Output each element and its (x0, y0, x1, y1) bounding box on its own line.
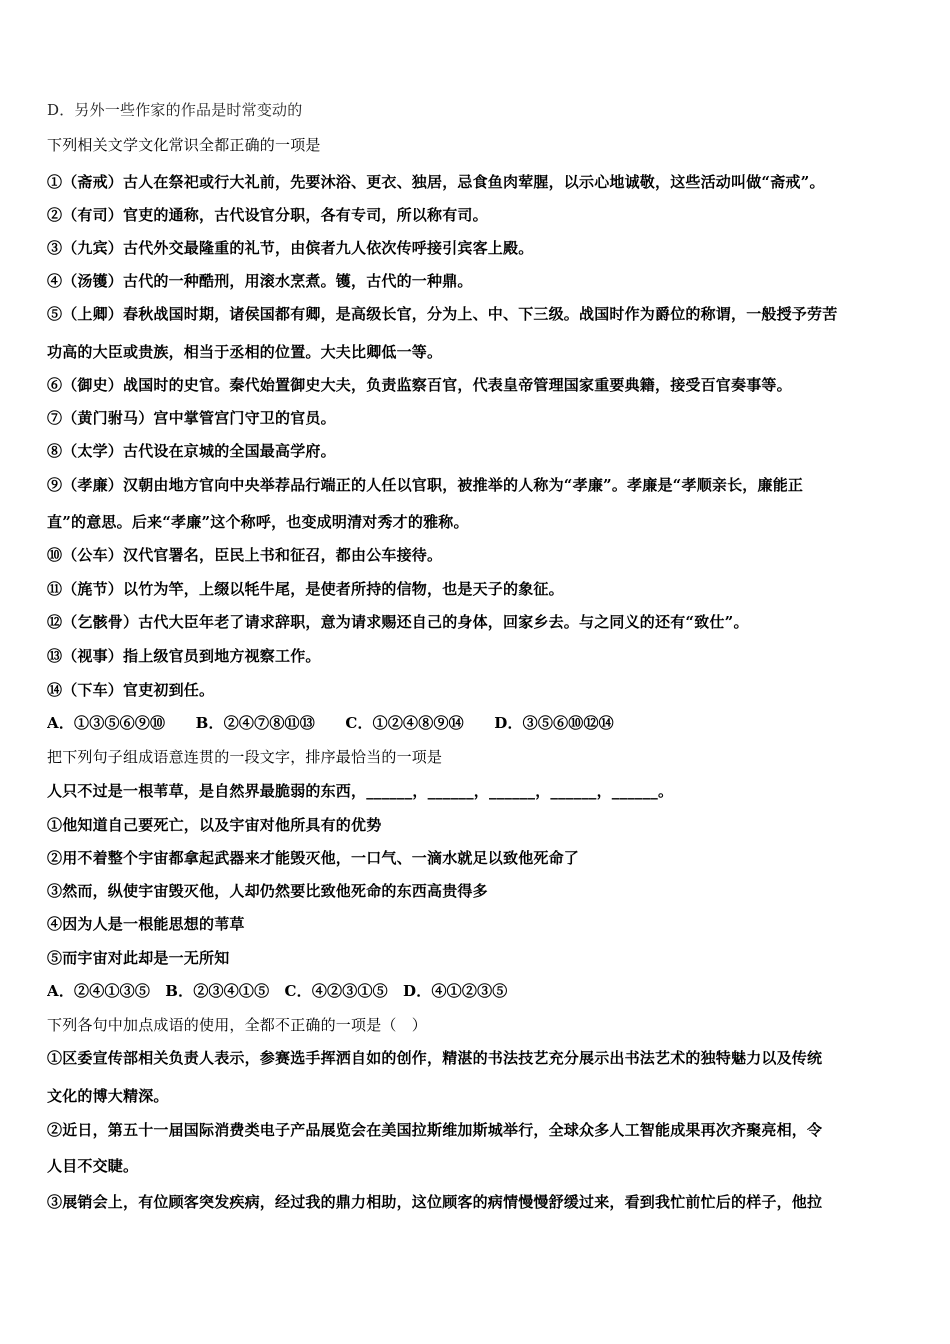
item-gongche: ⑩（公车）汉代官署名，臣民上书和征召，都由公车接待。 (47, 546, 443, 564)
item-yousi: ②（有司）官吏的通称，古代设官分职，各有专司，所以称有司。 (47, 206, 488, 224)
item-xiaolian: ⑨（孝廉）汉朝由地方官向中央举荐品行端正的人任以官职，被推举的人称为“孝廉”。孝廉是“孝顺亲长，廉能正 (47, 476, 804, 494)
item-tanghuo: ④（汤镬）古代的一种酷刑，用滚水烹煮。镬，古代的一种鼎。 (47, 272, 473, 290)
item-shangqing-cont: 功高的大臣或贵族，相当于丞相的位置。大夫比卿低一等。 (47, 343, 443, 361)
question-prompt-literature: 下列相关文学文化常识全都正确的一项是 (47, 136, 321, 154)
item-maojie: ⑪（旄节）以竹为竿，上缀以牦牛尾，是使者所持的信物，也是天子的象征。 (47, 580, 564, 598)
item-taixue: ⑧（太学）古代设在京城的全国最高学府。 (47, 442, 336, 460)
ordering-sentence-3: ③然而，纵使宇宙毁灭他，人却仍然要比致他死命的东西高贵得多 (47, 882, 488, 900)
item-xiaolian-cont: 直”的意思。后来“孝廉”这个称呼，也变成明清对秀才的雅称。 (47, 513, 469, 531)
option-d-line: D．另外一些作家的作品是时常变动的 (47, 101, 303, 119)
ordering-sentence-2: ②用不着整个宇宙都拿起武器来才能毁灭他，一口气、一滴水就足以致他死命了 (47, 849, 580, 867)
idiom-sentence-2-cont: 人目不交睫。 (47, 1157, 139, 1175)
ordering-stem: 人只不过是一根苇草，是自然界最脆弱的东西，______，______，______，______，______。 (47, 782, 674, 800)
question-prompt-ordering: 把下列句子组成语意连贯的一段文字，排序最恰当的一项是 (47, 748, 443, 766)
answer-options-1: A．①③⑤⑥⑨⑩ B．②④⑦⑧⑪⑬ C．①②④⑧⑨⑭ D．③⑤⑥⑩⑫⑭ (47, 714, 614, 732)
item-qihaigu: ⑫（乞骸骨）古代大臣年老了请求辞职，意为请求赐还自己的身体，回家乡去。与之同义的还有“致仕”。 (47, 613, 749, 631)
item-yushi: ⑥（御史）战国时的史官。秦代始置御史大夫，负责监察百官，代表皇帝管理国家重要典籍，接受百官奏事等。 (47, 376, 792, 394)
item-shangqing: ⑤（上卿）春秋战国时期，诸侯国都有卿，是高级长官，分为上、中、下三级。战国时作为爵位的称谓，一般授予劳苦 (47, 305, 838, 323)
ordering-sentence-1: ①他知道自己要死亡，以及宇宙对他所具有的优势 (47, 816, 382, 834)
item-shishi: ⑬（视事）指上级官员到地方视察工作。 (47, 647, 321, 665)
idiom-sentence-3: ③展销会上，有位顾客突发疾病，经过我的鼎力相助，这位顾客的病情慢慢舒缓过来，看到我忙前忙后的样子，他拉 (47, 1193, 823, 1211)
question-prompt-idioms: 下列各句中加点成语的使用，全都不正确的一项是（ ） (47, 1016, 428, 1034)
idiom-sentence-1: ①区委宣传部相关负责人表示，参赛选手挥洒自如的创作，精湛的书法技艺充分展示出书法艺术的独特魅力以及传统 (47, 1049, 823, 1067)
ordering-sentence-5: ⑤而宇宙对此却是一无所知 (47, 949, 230, 967)
item-jiubin: ③（九宾）古代外交最隆重的礼节，由傧者九人依次传呼接引宾客上殿。 (47, 239, 534, 257)
ordering-sentence-4: ④因为人是一根能思想的苇草 (47, 915, 245, 933)
item-xiache: ⑭（下车）官吏初到任。 (47, 681, 215, 699)
idiom-sentence-2: ②近日，第五十一届国际消费类电子产品展览会在美国拉斯维加斯城举行，全球众多人工智能成果再次齐聚亮相，令 (47, 1121, 823, 1139)
answer-options-2: A．②④①③⑤ B．②③④①⑤ C．④②③①⑤ D．④①②③⑤ (47, 982, 508, 1000)
item-zhaijie: ①（斋戒）古人在祭祀或行大礼前，先要沐浴、更衣、独居，忌食鱼肉荤腥，以示心地诚敬，这些活动叫做“斋戒”。 (47, 173, 825, 191)
idiom-sentence-1-cont: 文化的博大精深。 (47, 1087, 169, 1105)
item-huangmen: ⑦（黄门驸马）宫中掌管宫门守卫的官员。 (47, 409, 336, 427)
